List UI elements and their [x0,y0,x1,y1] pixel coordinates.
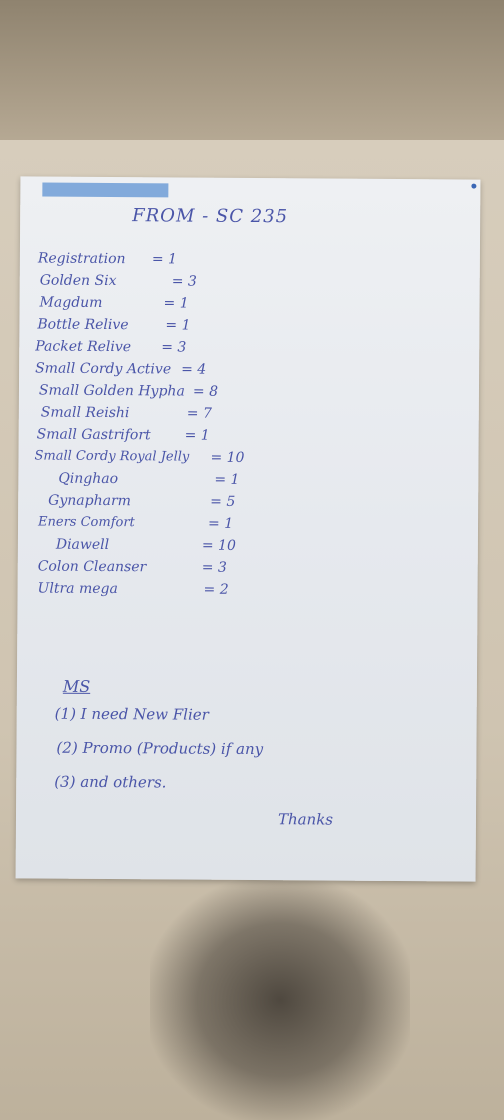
item-quantity: = 7 [186,405,212,422]
item-name: Golden Six [39,272,117,290]
item-name: Gynapharm [48,492,131,510]
item-quantity: = 1 [151,251,178,268]
item-quantity: = 10 [201,537,236,554]
item-quantity: = 1 [207,515,234,532]
list-item [35,317,255,341]
item-name: Magdum [39,294,103,311]
list-item [34,515,254,539]
list-item [34,493,254,517]
item-quantity: = 3 [201,559,227,576]
list-item [36,251,256,275]
item-quantity: = 10 [210,449,245,466]
phone-shadow [150,880,410,1120]
item-name: Packet Relive [35,338,132,356]
list-item [36,273,256,297]
blue-tape-strip [42,183,168,198]
item-name: Small Reishi [40,404,130,422]
note-line: (2) Promo (Products) if any [56,738,264,759]
handwritten-paper [16,176,481,881]
list-item [35,361,255,385]
item-name: Ultra mega [37,580,118,598]
list-item [35,405,255,429]
note-line: (3) and others. [54,772,167,792]
list-item [35,295,255,319]
ink-dot [471,184,476,189]
item-quantity: = 3 [171,273,197,290]
item-name: Colon Cleanser [37,558,147,576]
page-title: FROM - SC 235 [132,205,289,228]
item-name: Small Cordy Royal Jelly [34,448,190,465]
item-name: Diawell [55,536,110,554]
item-name: Small Gastrifort [36,426,151,444]
item-name: Small Cordy Active [35,360,172,378]
list-item [35,383,255,407]
note-line: (1) I need New Flier [54,704,209,724]
list-item [34,471,254,495]
list-item [34,449,254,473]
list-item [33,581,253,605]
item-quantity: = 2 [203,581,229,598]
item-quantity: = 1 [165,317,191,334]
item-quantity: = 1 [214,471,240,488]
item-name: Qinghao [58,470,119,488]
signoff: Thanks [277,810,334,829]
list-item [34,537,254,561]
item-name: Small Golden Hypha [38,382,185,400]
item-list [33,251,255,605]
item-name: Registration [37,250,126,268]
item-quantity: = 8 [192,383,219,400]
item-quantity: = 1 [184,427,210,444]
list-item [34,559,254,583]
ms-label: MS [62,676,91,696]
list-item [35,427,255,451]
item-name: Eners Comfort [37,514,135,531]
background-wall [0,0,504,150]
list-item [35,339,255,363]
item-quantity: = 3 [161,339,187,356]
item-quantity: = 4 [181,361,207,378]
item-quantity: = 1 [163,295,189,312]
item-quantity: = 5 [210,493,236,510]
item-name: Bottle Relive [37,316,129,334]
